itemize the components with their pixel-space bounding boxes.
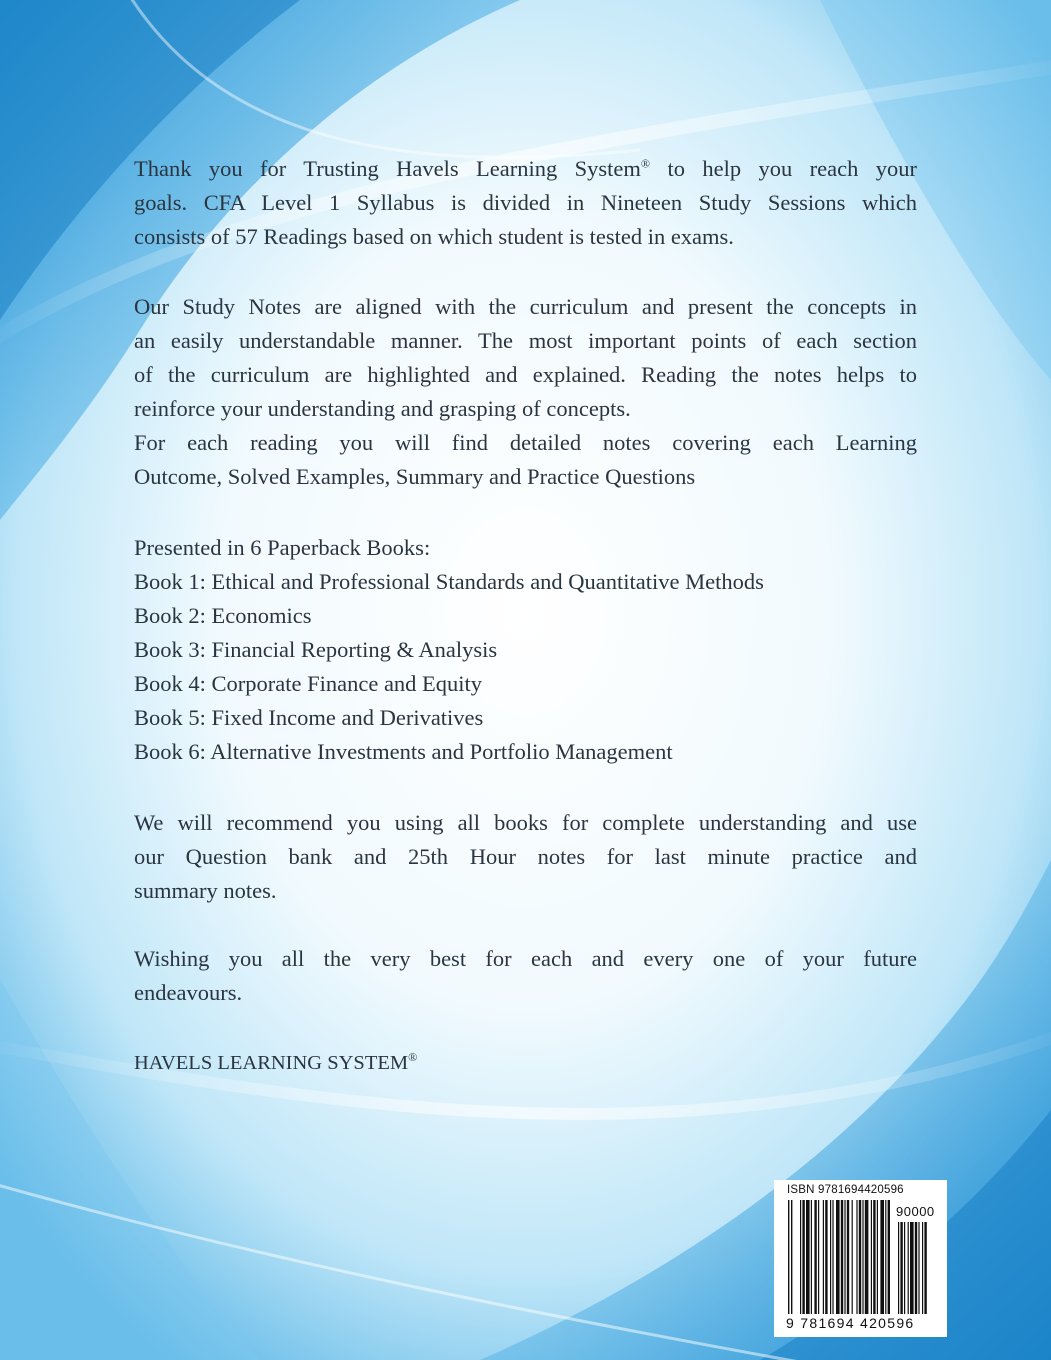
barcode-addon-bar [922,1222,923,1314]
barcode-bar [814,1200,816,1314]
books-heading: Presented in 6 Paperback Books: [134,535,431,560]
wishing-line: endeavours. [134,980,243,1005]
barcode-bar [832,1200,833,1314]
barcode-bar [859,1200,861,1314]
intro-line-3: consists of 57 Readings based on which student is tested in exams. [134,224,734,249]
barcode-bar [841,1200,843,1314]
reading-notes-line: Outcome, Solved Examples, Summary and Practice Questions [134,464,696,489]
barcode-bar [825,1200,827,1314]
barcode-bar [877,1200,878,1314]
barcode-bar [811,1200,812,1314]
signature [134,1046,917,1080]
barcode-addon-bar [915,1222,917,1314]
barcode-bar [806,1200,810,1314]
barcode-addon-bar [898,1222,899,1314]
barcode-bar [823,1200,824,1314]
wishing-paragraph [134,942,917,1010]
isbn-barcode [774,1180,947,1337]
reading-notes-line: For each reading you will find detailed notes covering each Learning [134,430,917,455]
barcode-bar [880,1200,884,1314]
barcode-bar [862,1200,863,1314]
barcode-guard-bar [791,1200,792,1314]
barcode-bar [836,1200,840,1314]
study-notes-line: reinforce your understanding and grasping of concepts. [134,396,631,421]
book-item: Book 1: Ethical and Professional Standards and Quantitative Methods [134,569,764,594]
study-notes-line: an easily understandable manner. The most important points of each section [134,328,917,353]
books-list [134,565,917,769]
book-item: Book 3: Financial Reporting & Analysis [134,637,498,662]
book-item: Book 6: Alternative Investments and Portfolio Management [134,739,673,764]
barcode-bar [844,1200,845,1314]
signature-name: HAVELS LEARNING SYSTEM [134,1052,409,1074]
barcode-bar [818,1200,819,1314]
intro-line-1: Thank you for Trusting Havels Learning System® to help you reach your [134,156,917,181]
barcode-addon-bar [910,1222,914,1314]
barcode-bar [865,1200,869,1314]
barcode-addon-bar [924,1222,926,1314]
intro-line-2: goals. CFA Level 1 Syllabus is divided in Nineteen Study Sessions which [134,190,917,215]
barcode-bar [800,1200,801,1314]
barcode-bar [871,1200,872,1314]
registered-mark: ® [408,1050,418,1065]
book-item: Book 4: Corporate Finance and Equity [134,671,483,696]
recommend-line: summary notes. [134,878,277,903]
price-code: 90000 [896,1204,935,1219]
barcode-bar [888,1200,890,1314]
isbn-label: ISBN 9781694420596 [787,1184,904,1196]
barcode-bar [830,1200,831,1314]
intro-paragraph [134,152,917,254]
wishing-line: Wishing you all the very best for each and every one of your future [134,946,917,971]
barcode-bar [856,1200,857,1314]
barcode-bar [802,1200,804,1314]
barcode-bar [847,1200,849,1314]
barcode-addon-bar [904,1222,905,1314]
barcode-bar [873,1200,875,1314]
barcode-guard-bar [788,1200,789,1314]
study-notes-line: Our Study Notes are aligned with the curriculum and present the concepts in [134,294,917,319]
barcode-addon-bar [900,1222,902,1314]
book-item: Book 2: Economics [134,603,312,628]
barcode-addon-bar [908,1222,909,1314]
book-item: Book 5: Fixed Income and Derivatives [134,705,484,730]
barcode-addon-bar [918,1222,919,1314]
barcode-bar [852,1200,853,1314]
books-section [134,531,917,769]
recommend-paragraph [134,806,917,908]
isbn-digits: 9 781694 420596 [786,1315,915,1331]
recommend-line: We will recommend you using all books for complete understanding and use [134,810,917,835]
barcode-bar [885,1200,886,1314]
study-notes-line: of the curriculum are highlighted and explained. Reading the notes helps to [134,362,917,387]
recommend-line: our Question bank and 25th Hour notes for last minute practice and [134,844,917,869]
study-notes-paragraph [134,290,917,494]
